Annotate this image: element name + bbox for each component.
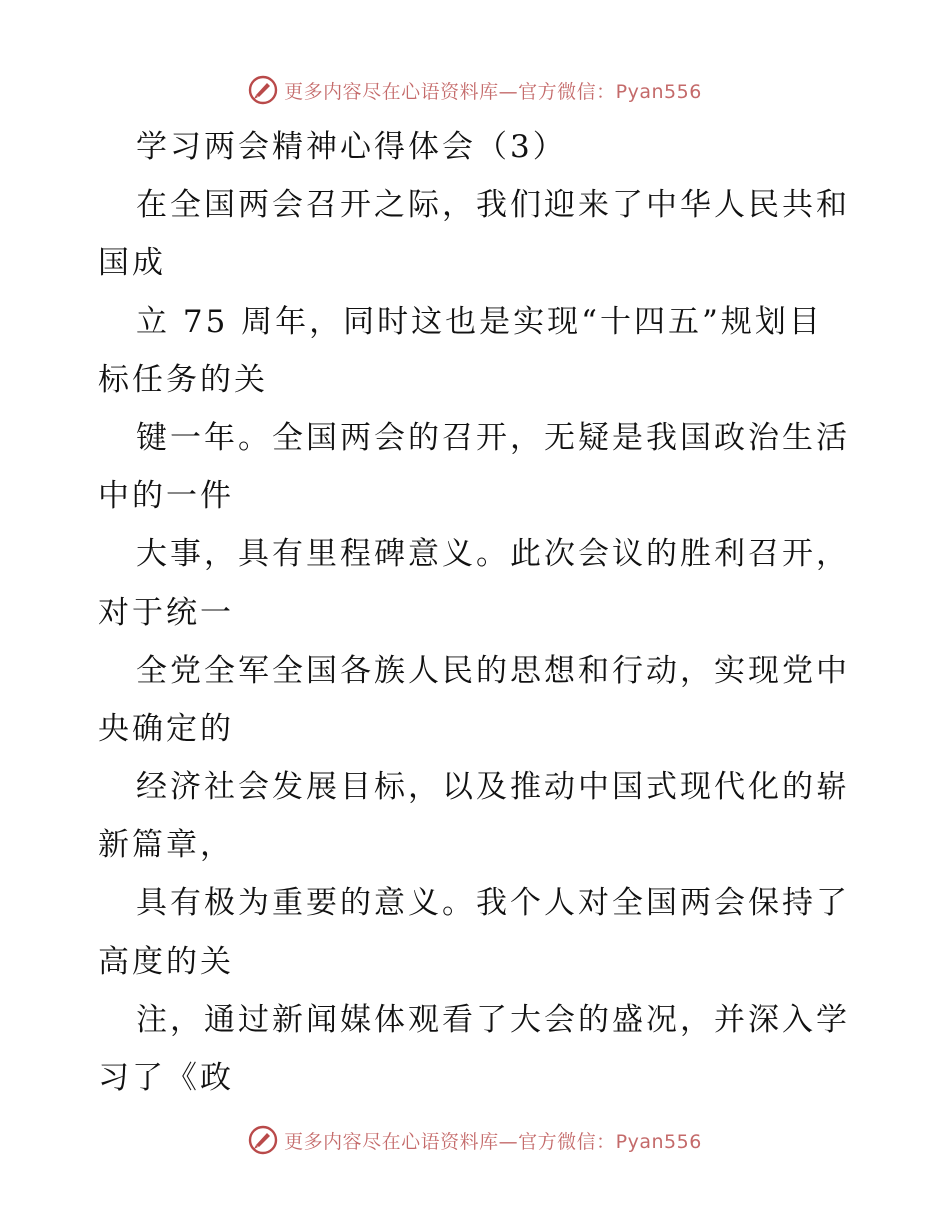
document-title: 学习两会精神心得体会（3） [136,129,567,165]
text-line: 习了《政 [98,1060,234,1096]
header-banner [0,70,950,110]
banner-text: 更多内容尽在心语资料库—官方微信：Pyan556 [284,80,702,103]
text-line: 对于统一 [98,594,234,631]
text-line: 新篇章， [98,827,234,864]
text-line: 大事，具有里程碑意义。此次会议的胜利召开， [136,536,850,573]
text-line: 在全国两会召开之际，我们迎来了中华人民共和 [136,187,850,224]
banner-text: 更多内容尽在心语资料库—官方微信：Pyan556 [284,1130,702,1153]
pen-nib-logo-icon [248,1125,278,1155]
text-line: 全党全军全国各族人民的思想和行动，实现党中 [136,652,850,689]
text-line: 高度的关 [98,943,234,980]
text-line: 注，通过新闻媒体观看了大会的盛况，并深入学 [136,1001,850,1038]
document-body [98,118,858,1107]
pen-nib-logo-icon [248,75,278,105]
text-line: 键一年。全国两会的召开，无疑是我国政治生活 [136,419,850,456]
text-line: 具有极为重要的意义。我个人对全国两会保持了 [136,885,850,922]
text-line: 经济社会发展目标，以及推动中国式现代化的崭 [136,769,850,806]
footer-banner [0,1120,950,1160]
text-line: 国成 [98,245,166,282]
text-line: 央确定的 [98,710,234,747]
text-line: 标任务的关 [98,361,268,398]
text-line: 中的一件 [98,478,234,515]
text-line: 立 75 周年，同时这也是实现“十四五”规划目 [136,303,823,340]
